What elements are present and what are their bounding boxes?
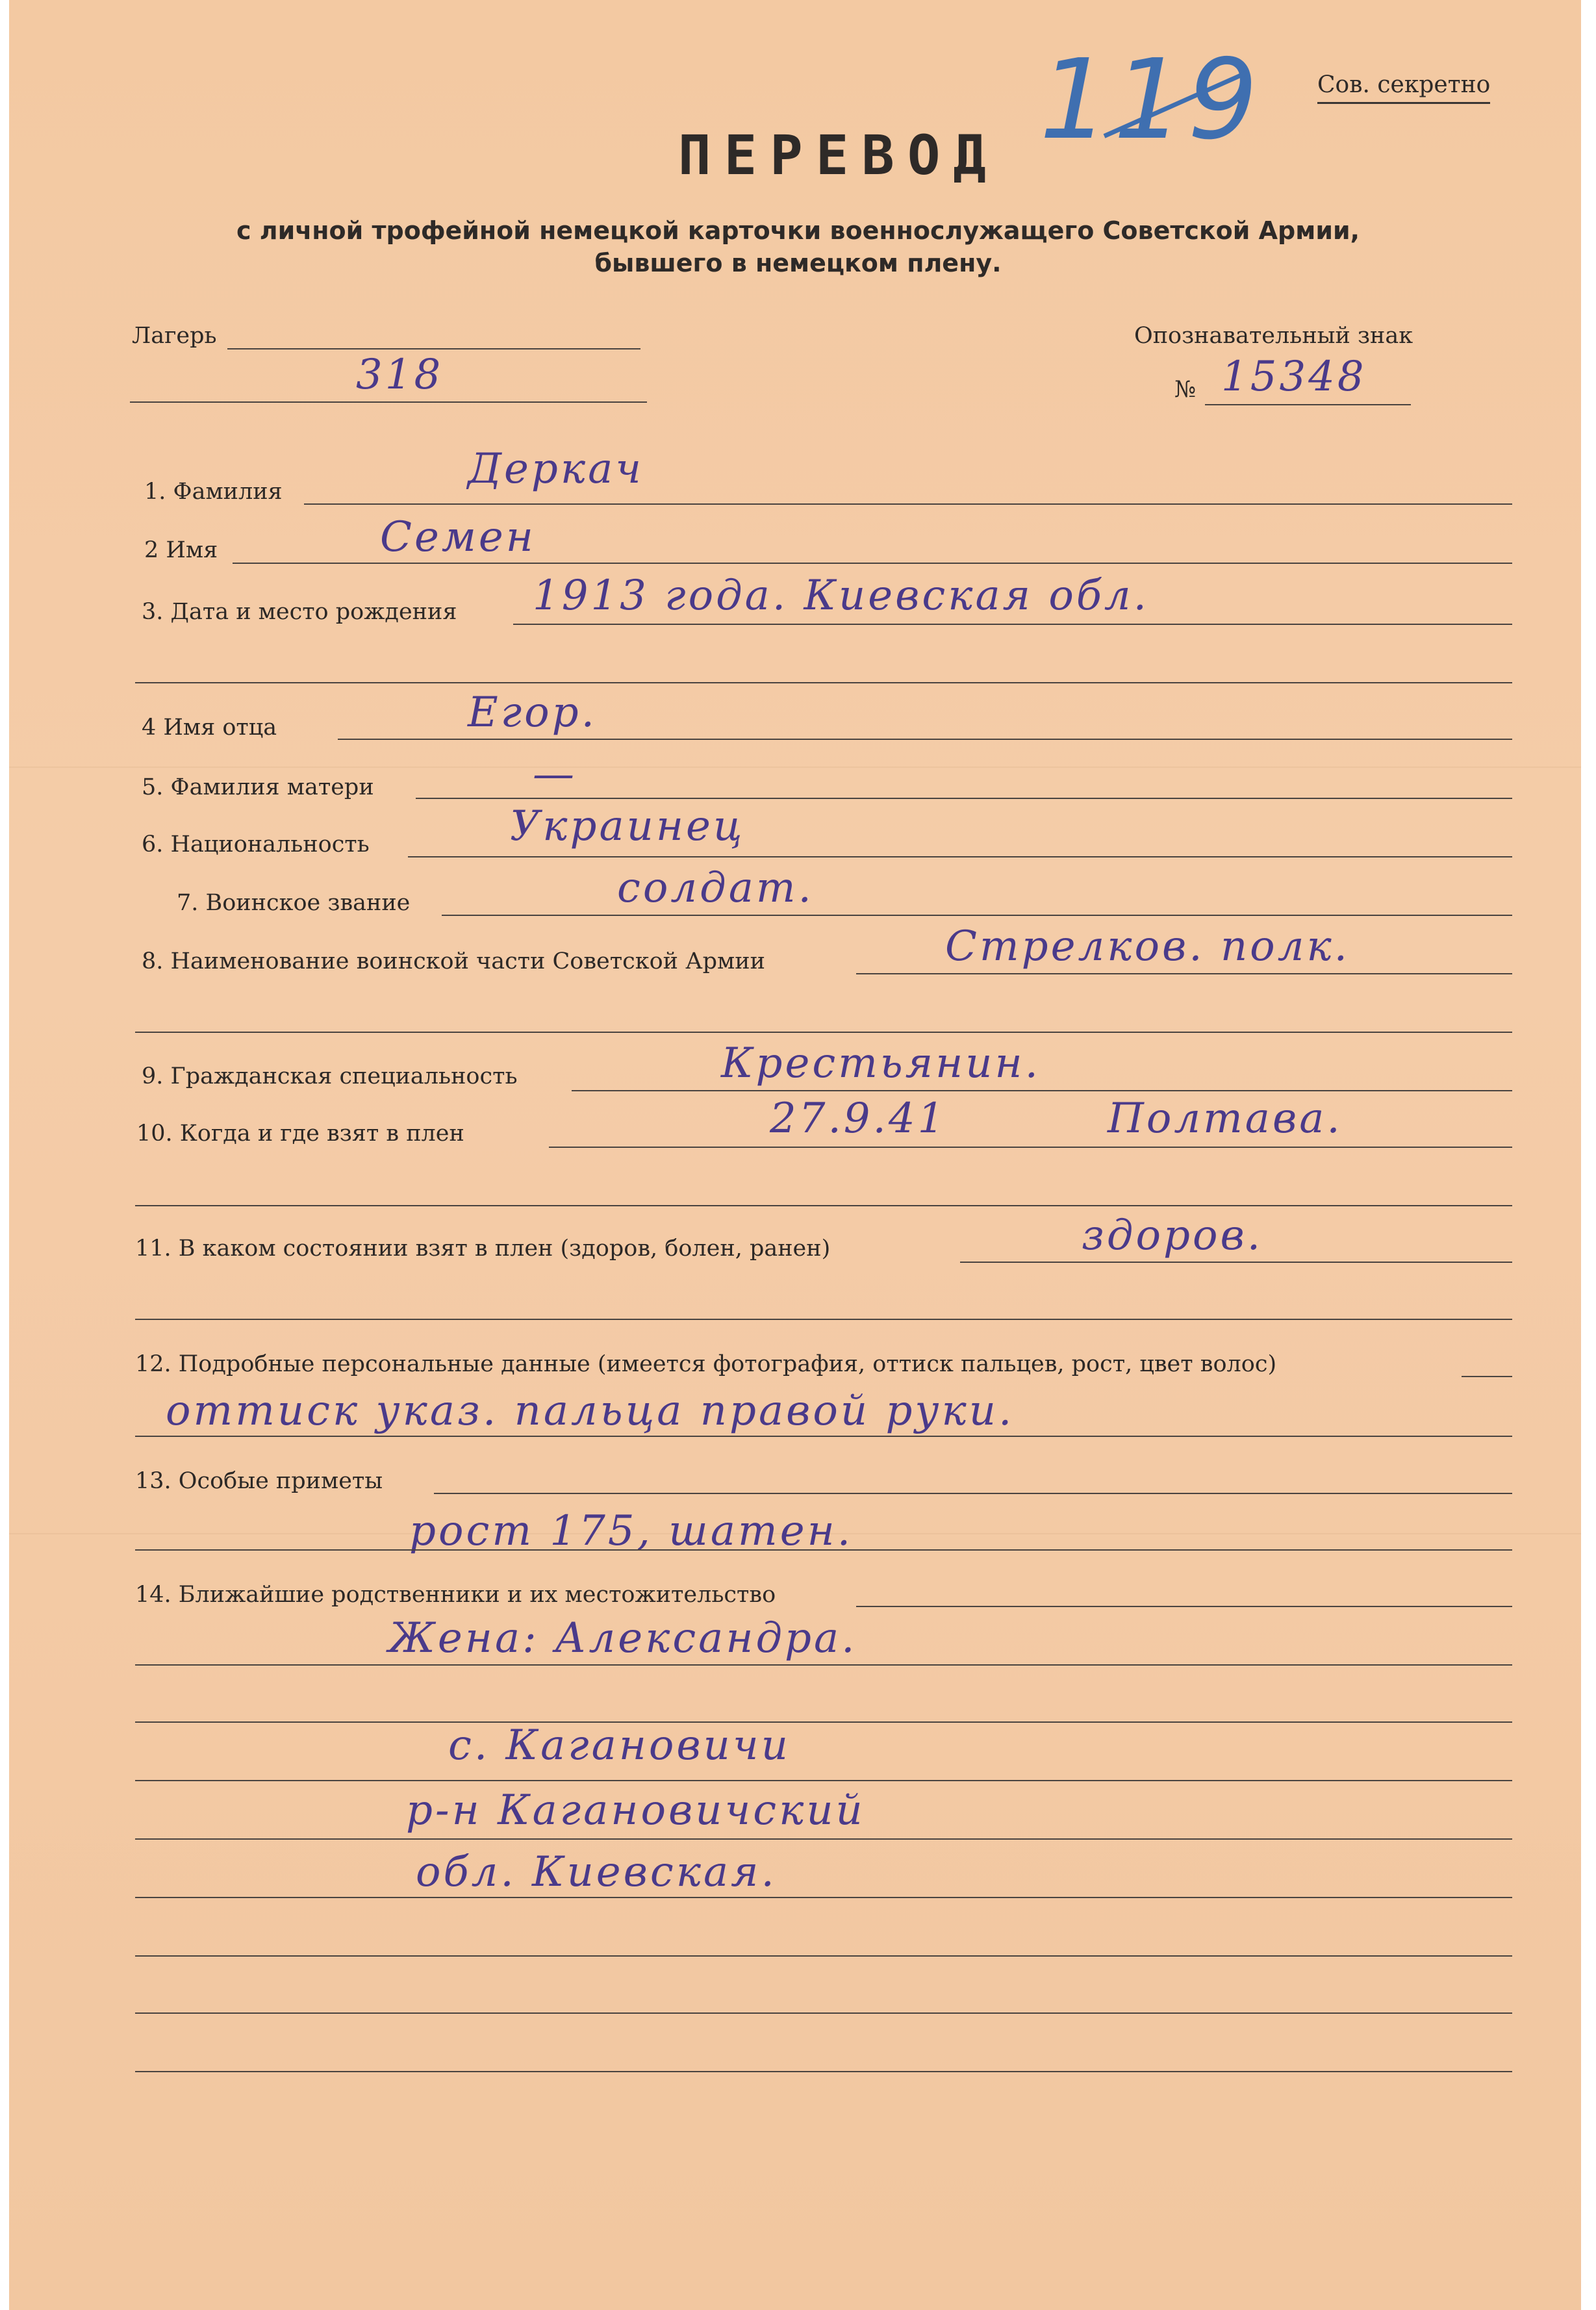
id-tag-line bbox=[1205, 404, 1411, 405]
field-line bbox=[135, 1319, 1512, 1320]
field-line bbox=[442, 915, 1512, 916]
id-tag-prefix: № bbox=[1174, 377, 1197, 403]
field-line bbox=[304, 503, 1512, 505]
document-title: ПЕРЕВОД bbox=[678, 123, 1000, 187]
field-line bbox=[856, 973, 1512, 974]
field-line bbox=[856, 1606, 1512, 1607]
field-line bbox=[135, 1780, 1512, 1781]
field-line bbox=[338, 739, 1512, 740]
field-unit-label: 8. Наименование воинской части Советской Армии bbox=[142, 948, 765, 974]
field-line bbox=[135, 2071, 1512, 2072]
field-line bbox=[135, 1664, 1512, 1666]
field-capture-place: Полтава. bbox=[1108, 1095, 1343, 1143]
document-subtitle-line2: бывшего в немецком плену. bbox=[594, 249, 1002, 277]
field-line bbox=[416, 798, 1512, 799]
field-line bbox=[135, 1032, 1512, 1033]
camp-line-2 bbox=[130, 401, 647, 403]
field-father-label: 4 Имя отца bbox=[142, 715, 277, 741]
field-nationality-value: Украинец bbox=[510, 802, 745, 850]
field-rank-value: солдат. bbox=[617, 864, 814, 912]
field-personal-data-label: 12. Подробные персональные данные (имеется фотография, оттиск пальцев, рост, цвет волос) bbox=[135, 1351, 1277, 1377]
field-line bbox=[1462, 1376, 1512, 1377]
field-capture-date: 27.9.41 bbox=[770, 1095, 947, 1143]
field-line bbox=[135, 1955, 1512, 1957]
archive-number: 119 bbox=[1039, 36, 1262, 164]
field-capture-label: 10. Когда и где взят в плен bbox=[136, 1121, 464, 1147]
field-condition-label: 11. В каком состоянии взят в плен (здоров, болен, ранен) bbox=[135, 1236, 831, 1262]
field-profession-value: Крестьянин. bbox=[721, 1039, 1041, 1087]
secrecy-label: Сов. секретно bbox=[1317, 71, 1490, 104]
field-line bbox=[572, 1090, 1512, 1091]
field-line bbox=[434, 1493, 1512, 1494]
field-features-label: 13. Особые приметы bbox=[135, 1468, 383, 1494]
field-line bbox=[408, 856, 1512, 857]
paper-fold bbox=[9, 767, 1581, 768]
field-line bbox=[135, 1549, 1512, 1551]
id-tag-label: Опознавательный знак bbox=[1134, 323, 1413, 349]
field-line bbox=[513, 624, 1512, 625]
camp-label: Лагерь bbox=[132, 323, 217, 349]
field-nationality-label: 6. Национальность bbox=[142, 831, 370, 857]
field-surname-value: Деркач bbox=[468, 445, 644, 493]
field-personal-data-value: оттиск указ. пальца правой руки. bbox=[166, 1387, 1015, 1435]
field-mother-value: — bbox=[533, 750, 577, 798]
field-relatives-value-line3: р-н Кагановичский bbox=[406, 1786, 865, 1834]
camp-value: 318 bbox=[356, 351, 444, 399]
field-line bbox=[135, 1897, 1512, 1898]
document-subtitle-line1: с личной трофейной немецкой карточки военнослужащего Советской Армии, bbox=[236, 216, 1360, 245]
field-condition-value: здоров. bbox=[1082, 1212, 1263, 1260]
field-line bbox=[135, 1205, 1512, 1206]
field-relatives-label: 14. Ближайшие родственники и их местожительство bbox=[135, 1582, 776, 1608]
camp-line bbox=[227, 348, 640, 349]
field-name-value: Семен bbox=[380, 513, 536, 561]
field-line bbox=[135, 1436, 1512, 1437]
field-line bbox=[135, 1838, 1512, 1840]
field-father-value: Егор. bbox=[468, 689, 597, 737]
id-tag-value: 15348 bbox=[1221, 353, 1367, 401]
field-mother-label: 5. Фамилия матери bbox=[142, 774, 374, 800]
field-line bbox=[135, 2012, 1512, 2014]
field-relatives-value-line1: Жена: Александра. bbox=[388, 1614, 857, 1662]
field-line bbox=[135, 1721, 1512, 1723]
field-surname-label: 1. Фамилия bbox=[144, 479, 283, 505]
field-relatives-value-line2: с. Кагановичи bbox=[448, 1721, 791, 1770]
field-unit-value: Стрелков. полк. bbox=[945, 922, 1350, 971]
field-line bbox=[549, 1147, 1512, 1148]
field-birth-label: 3. Дата и место рождения bbox=[142, 599, 457, 625]
field-profession-label: 9. Гражданская специальность bbox=[142, 1063, 518, 1089]
field-features-value: рост 175, шатен. bbox=[409, 1507, 854, 1555]
field-name-label: 2 Имя bbox=[144, 537, 218, 563]
field-rank-label: 7. Воинское звание bbox=[177, 890, 411, 916]
field-line bbox=[960, 1262, 1512, 1263]
field-birth-value: 1913 года. Киевская обл. bbox=[533, 572, 1149, 620]
field-relatives-value-line4: обл. Киевская. bbox=[416, 1848, 777, 1896]
field-line bbox=[233, 563, 1512, 564]
field-line bbox=[135, 682, 1512, 683]
